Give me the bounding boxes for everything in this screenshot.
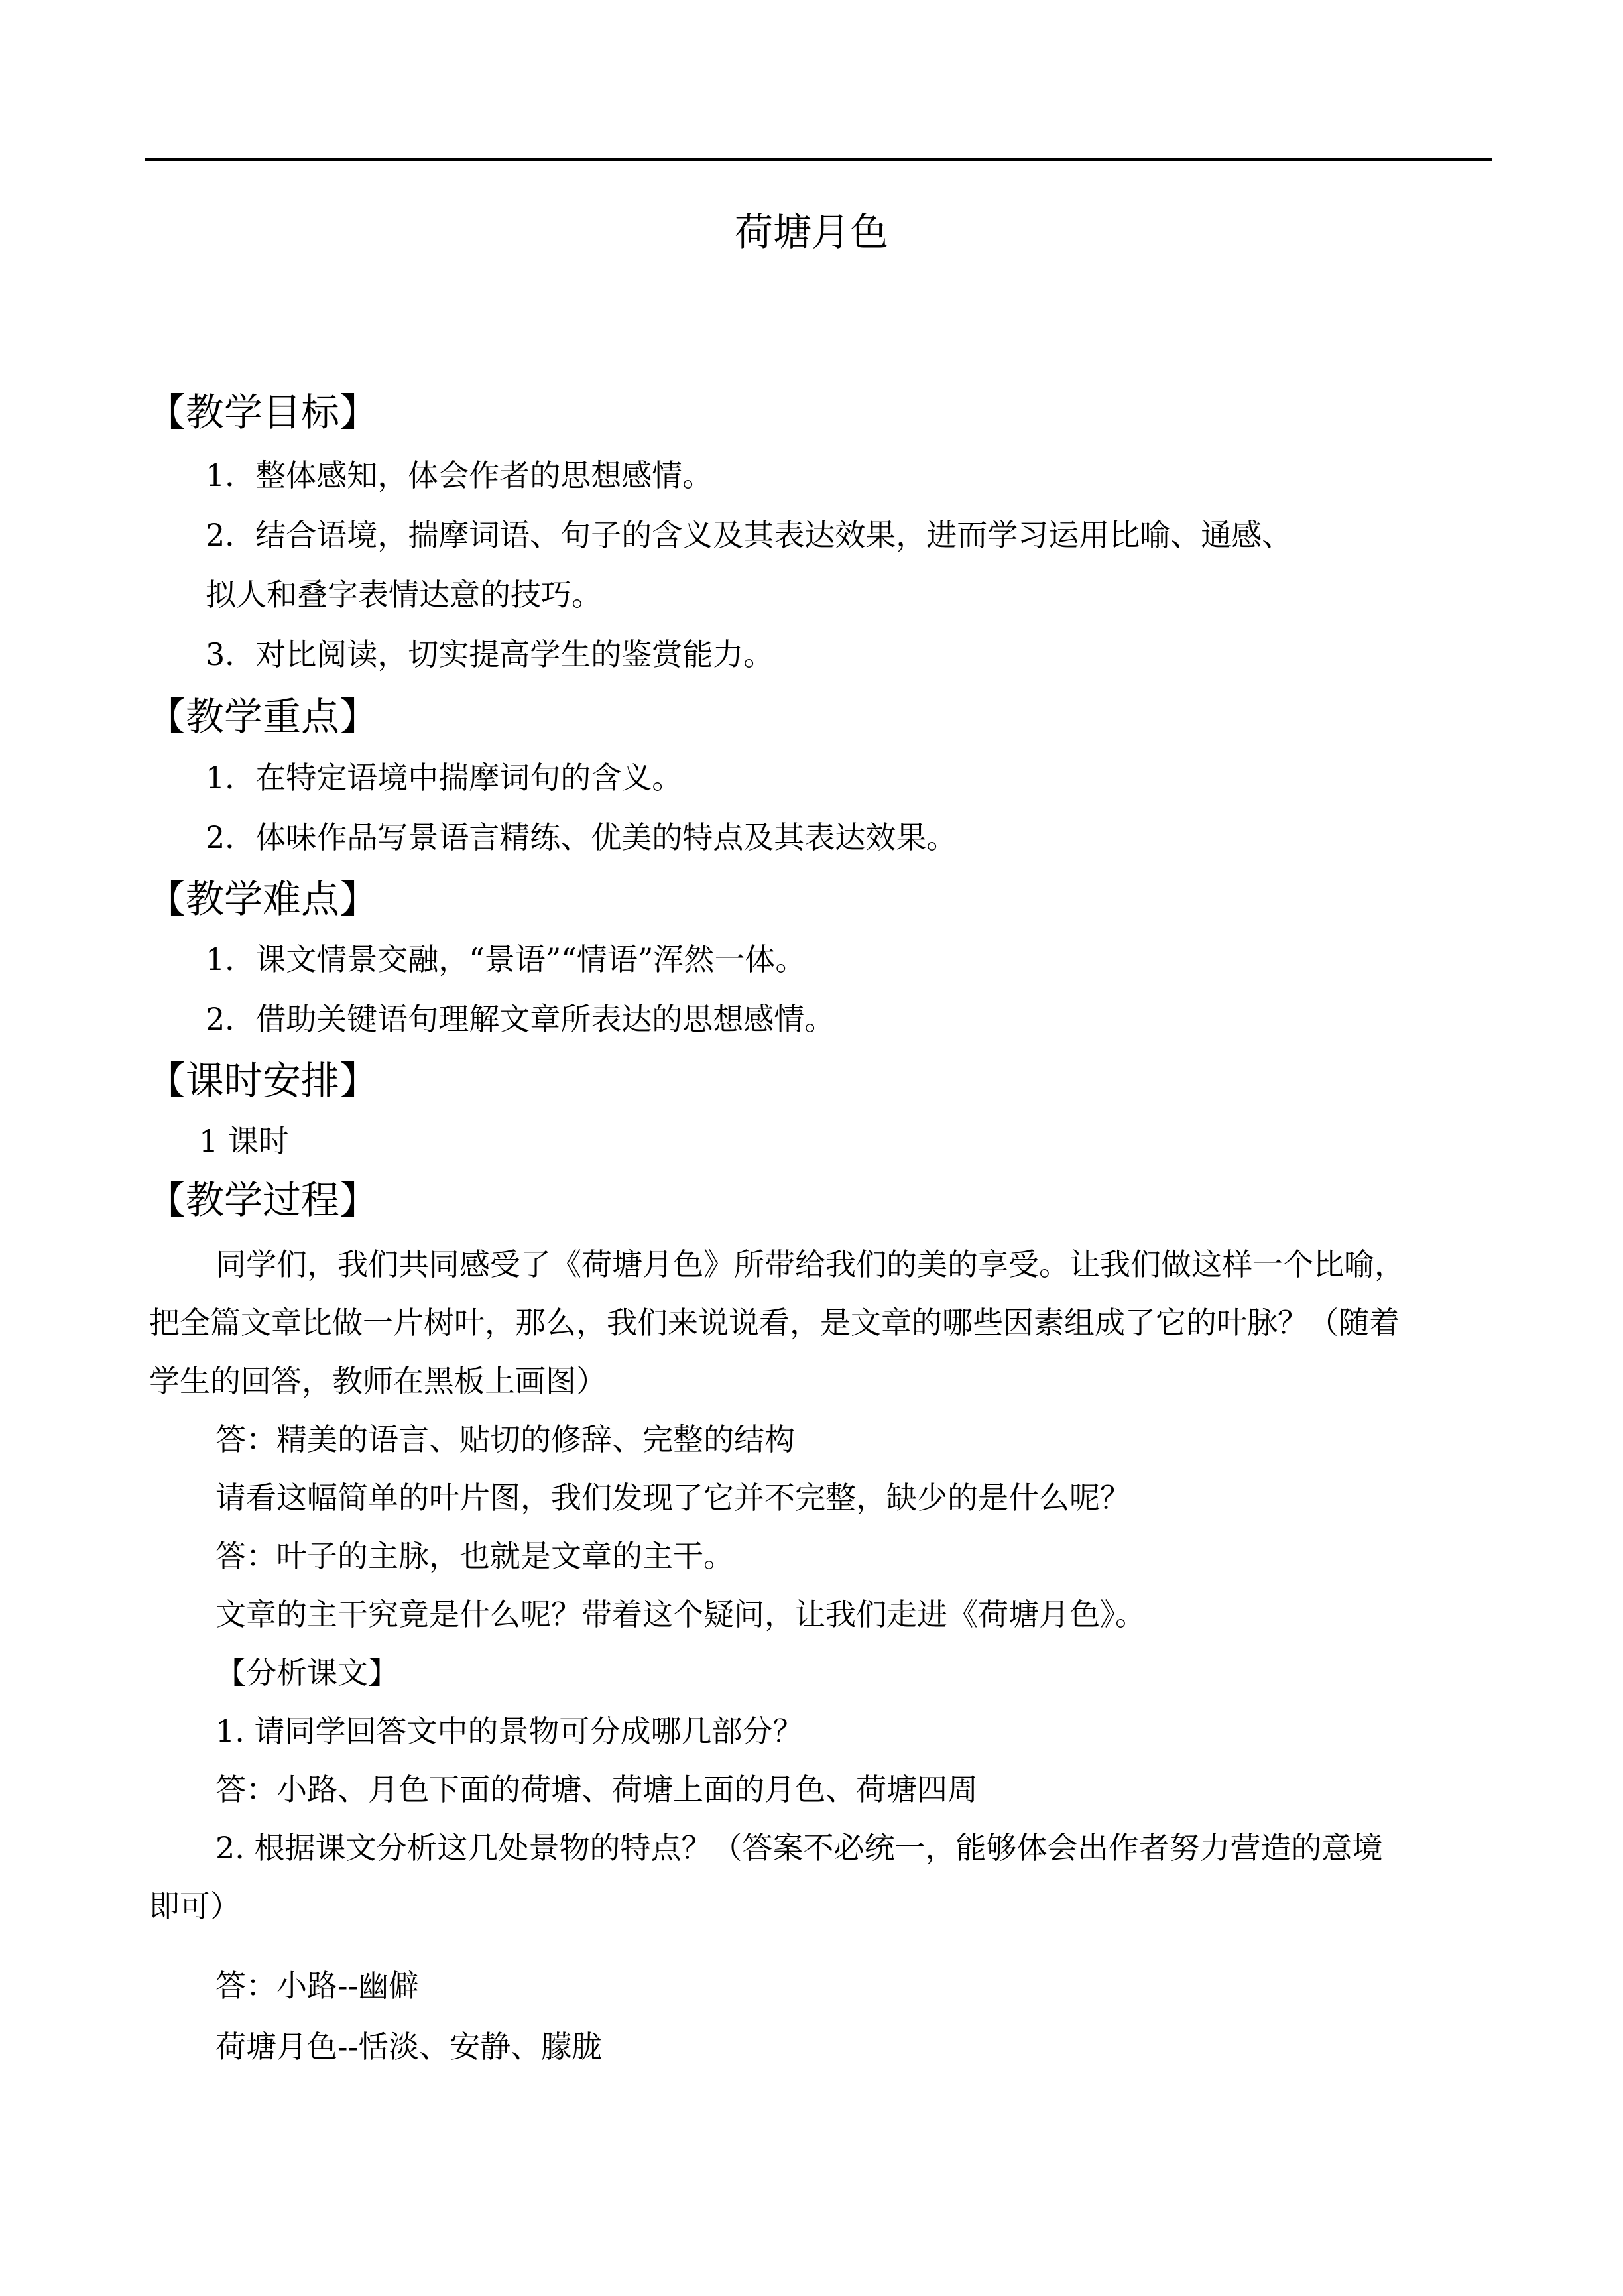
key-points-heading: 【教学重点】 [147, 694, 379, 739]
objective-item-1: 1．整体感知，体会作者的思想感情。 [206, 457, 713, 493]
process-line-5: 请看这幅简单的叶片图，我们发现了它并不完整，缺少的是什么呢？ [215, 1480, 1130, 1516]
objective-item-3: 3．对比阅读，切实提高学生的鉴赏能力。 [206, 636, 774, 672]
process-line-6: 答：叶子的主脉，也就是文章的主干。 [215, 1538, 734, 1574]
header-rule [145, 158, 1492, 161]
schedule-heading: 【课时安排】 [147, 1058, 379, 1103]
objective-item-2: 2．结合语境，揣摩词语、句子的含义及其表达效果，进而学习运用比喻、通感、 [206, 517, 1293, 553]
key-point-item-1: 1．在特定语境中揣摩词句的含义。 [206, 760, 683, 796]
difficulty-item-2: 2．借助关键语句理解文章所表达的思想感情。 [206, 1001, 835, 1037]
difficulties-heading: 【教学难点】 [147, 876, 379, 922]
key-point-item-2: 2．体味作品写景语言精练、优美的特点及其表达效果。 [206, 819, 957, 855]
process-line-1: 同学们，我们共同感受了《荷塘月色》所带给我们的美的享受。让我们做这样一个比喻， [215, 1246, 1405, 1282]
document-title: 荷塘月色 [734, 210, 888, 255]
process-line-9: 1. 请同学回答文中的景物可分成哪几部分？ [215, 1713, 804, 1749]
process-line-7: 文章的主干究竟是什么呢？带着这个疑问，让我们走进《荷塘月色》。 [215, 1597, 1146, 1632]
analysis-subheading: 【分析课文】 [215, 1655, 398, 1691]
process-line-11: 2. 根据课文分析这几处景物的特点？（答案不必统一，能够体会出作者努力营造的意境 [215, 1830, 1383, 1866]
objectives-heading: 【教学目标】 [147, 390, 379, 435]
difficulty-item-1: 1．课文情景交融，“景语”“情语”浑然一体。 [206, 941, 806, 977]
process-heading: 【教学过程】 [147, 1178, 379, 1223]
process-line-13: 答：小路--幽僻 [215, 1968, 420, 2004]
process-line-12: 即可） [149, 1888, 241, 1924]
objective-item-2-continued: 拟人和叠字表情达意的技巧。 [206, 577, 602, 613]
process-line-4: 答：精美的语言、贴切的修辞、完整的结构 [215, 1421, 795, 1457]
process-line-3: 学生的回答，教师在黑板上画图） [149, 1363, 607, 1399]
process-line-14: 荷塘月色--恬淡、安静、朦胧 [215, 2029, 603, 2065]
schedule-text: 1 课时 [199, 1123, 289, 1159]
process-line-2: 把全篇文章比做一片树叶，那么，我们来说说看，是文章的哪些因素组成了它的叶脉？（随着 [149, 1305, 1400, 1341]
process-line-10: 答：小路、月色下面的荷塘、荷塘上面的月色、荷塘四周 [215, 1772, 978, 1807]
